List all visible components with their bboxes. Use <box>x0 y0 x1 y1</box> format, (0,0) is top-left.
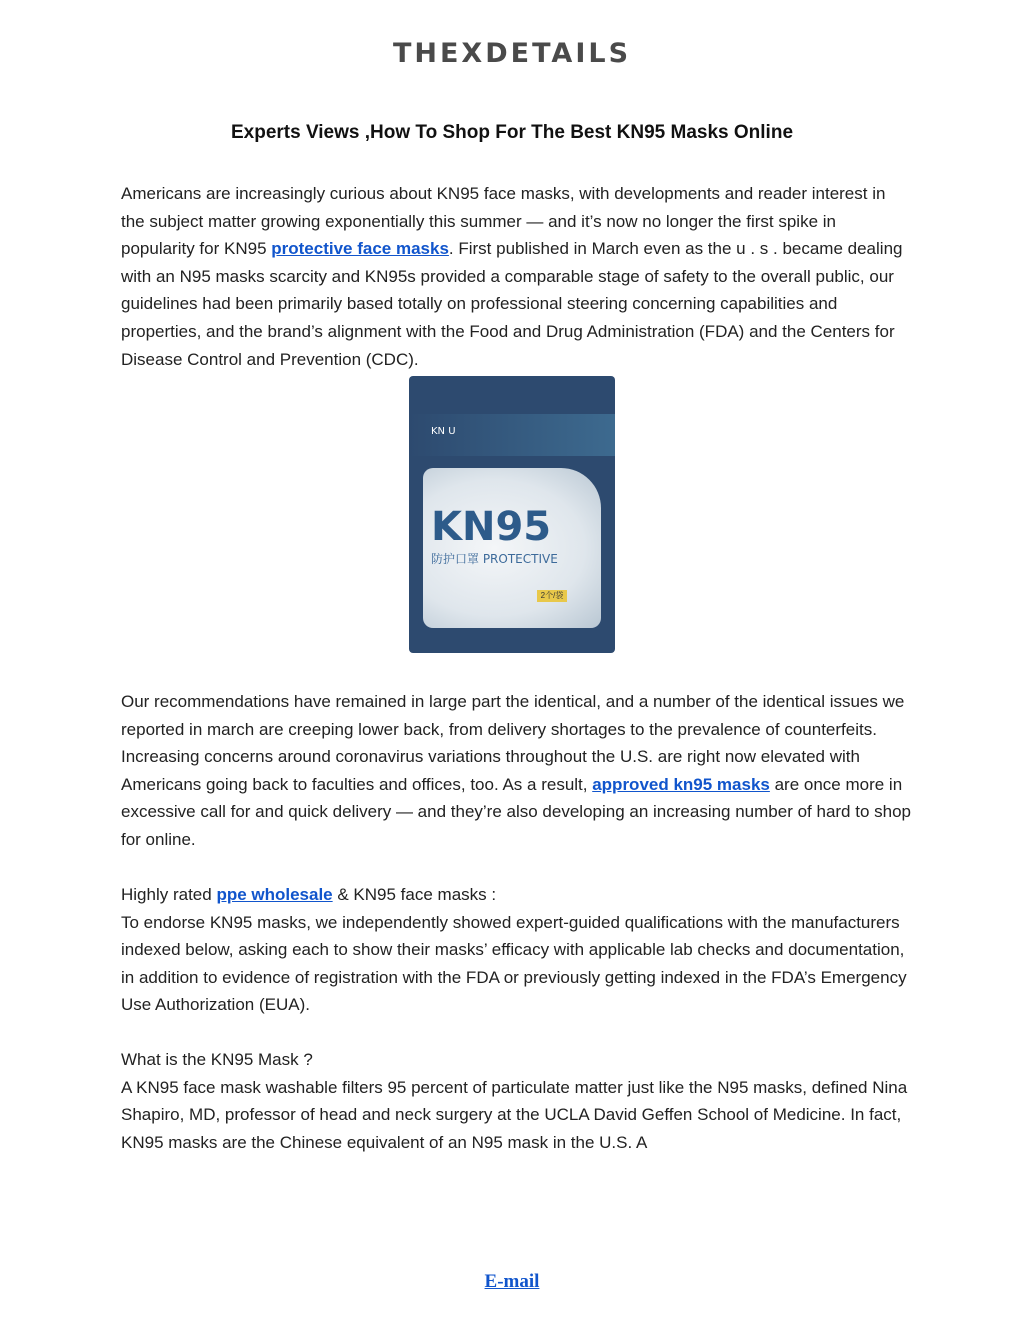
paragraph-text: A KN95 face mask washable filters 95 percent of particulate matter just like the N95 masks, defined Nina Shapiro, MD, professor of head and neck surgery at the UCLA David Geffen School of Medicine. In fact, KN95 masks are the Chinese equivalent of an N95 mask in the U.S. A <box>121 1077 908 1152</box>
package-tag: 2个/袋 <box>537 590 567 602</box>
link-approved-kn95-masks[interactable]: approved kn95 masks <box>592 774 770 794</box>
paragraph-text: Americans are increasingly curious about KN95 face masks, with developments and reader interest in the subject matter growing exponentially this summer — and it’s now no longer the first spike in popularity for KN95 <box>121 184 886 259</box>
paragraph-text: Our recommendations have remained in large part the identical, and a number of the identical issues we reported in march are creeping lower back, from delivery shortages to the prevalence of counterfeits. Increasing concerns around coronavirus variations throughout the U.S. are right now elevated with Americans going back to faculties and offices, too. As a result, <box>121 692 905 794</box>
package-brand: KN U <box>431 426 456 437</box>
article-title: Experts Views ,How To Shop For The Best KN95 Masks Online <box>230 122 794 143</box>
section-lead <box>121 885 496 904</box>
paragraph-intro <box>121 180 911 373</box>
package-label: KN95 <box>431 504 552 550</box>
lead-text: Highly rated <box>121 885 217 904</box>
package-subtitle: 防护口罩 PROTECTIVE <box>431 552 558 566</box>
section-heading: What is the KN95 Mask ? <box>121 1050 313 1069</box>
link-protective-face-masks[interactable]: protective face masks <box>271 239 449 259</box>
paragraph-highly-rated <box>121 881 911 1019</box>
paragraph-what-is-kn95 <box>121 1046 911 1156</box>
site-logo[interactable]: THEXDETAILS <box>392 38 632 69</box>
paragraph-text: are once more in excessive call for and quick delivery — and they’re also developing an increasing number of hard to shop for online. <box>121 774 912 849</box>
footer <box>0 1271 1024 1293</box>
link-ppe-wholesale[interactable]: ppe wholesale <box>216 885 333 904</box>
lead-text: & KN95 face masks : <box>332 885 497 904</box>
paragraph-text: To endorse KN95 masks, we independently showed expert-guided qualifications with the manufacturers indexed below, asking each to show their masks’ efficacy with applicable lab checks and documentation, in addition to evidence of registration with the FDA or previously getting indexed in the FDA’s Emergency Use Authorization (EUA). <box>121 912 907 1015</box>
kn95-product-image <box>409 376 615 653</box>
paragraph-text: . First published in March even as the u . s . became dealing with an N95 masks scarcity and KN95s provided a comparable stage of safety to the overall public, our guidelines had been primarily based totally on professional steering concerning capabilities and properties, and the brand’s alignment with the Food and Drug Administration (FDA) and the Centers for Disease Control and Prevention (CDC). <box>121 239 903 369</box>
email-link[interactable]: E-mail <box>484 1271 540 1292</box>
paragraph-recommendations <box>121 688 911 854</box>
